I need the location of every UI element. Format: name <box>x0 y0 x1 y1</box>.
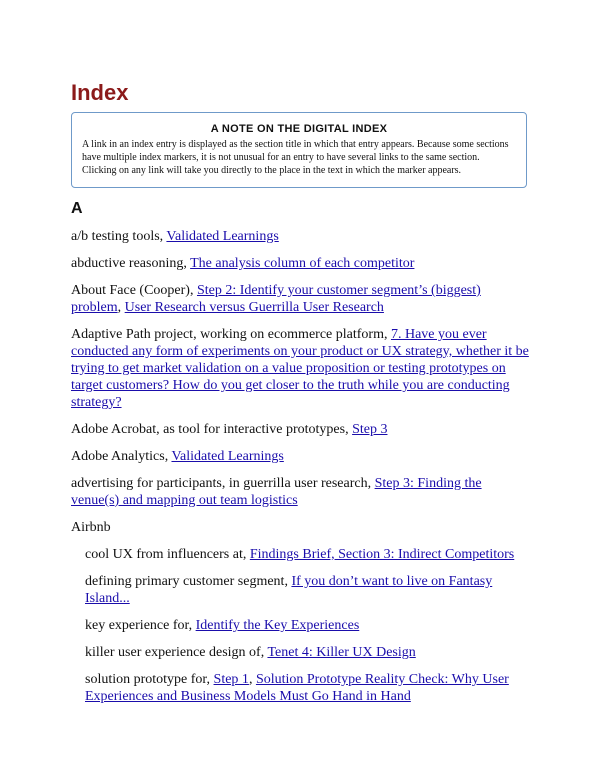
page-title: Index <box>71 80 129 105</box>
index-term: abductive reasoning, <box>71 256 191 271</box>
index-entry <box>71 255 531 272</box>
index-term: Adobe Analytics, <box>71 449 172 464</box>
index-link[interactable]: Step 2: Identify your customer segment’s (biggest) problem <box>71 283 481 315</box>
index-entry <box>71 421 531 438</box>
index-link[interactable]: Validated Learnings <box>166 229 279 244</box>
index-term: cool UX from influencers at, <box>85 547 250 562</box>
index-entry <box>71 228 531 245</box>
index-subentry <box>71 617 531 634</box>
index-entry <box>71 519 531 536</box>
index-term: advertising for participants, in guerrilla user research, <box>71 476 375 491</box>
index-term: solution prototype for, <box>85 672 214 687</box>
digital-index-note <box>71 112 527 188</box>
index-link[interactable]: Findings Brief, Section 3: Indirect Competitors <box>249 547 515 562</box>
index-link[interactable]: If you don’t want to live on Fantasy Island... <box>85 574 493 606</box>
note-body: A link in an index entry is displayed as the section title in which that entry appears. Because some sections have multiple index markers, it is not unusual for an entry to have several links to the same section. Clicking on any link will take you directly to the place in the text in which the marker appears. <box>82 139 509 176</box>
index-term: key experience for, <box>85 618 196 633</box>
index-term: Adobe Acrobat, as tool for interactive prototypes, <box>71 422 353 437</box>
index-term: About Face (Cooper), <box>71 283 197 298</box>
link-separator: , <box>117 300 125 315</box>
index-term: Airbnb <box>71 520 111 535</box>
index-link[interactable]: Step 3 <box>352 422 388 437</box>
index-link[interactable]: The analysis column of each competitor <box>190 256 415 271</box>
index-entry <box>71 282 531 316</box>
index-link[interactable]: Validated Learnings <box>171 449 284 464</box>
index-link[interactable]: User Research versus Guerrilla User Research <box>124 300 384 315</box>
index-link[interactable]: 7. Have you ever conducted any form of experiments on your product or UX strategy, whether it be trying to get market validation on a value proposition or testing prototypes on target customers? How do you get closer to the truth while you are conducting strategy? <box>71 327 529 410</box>
index-term: killer user experience design of, <box>85 645 268 660</box>
section-letter: A <box>71 200 83 217</box>
index-term: defining primary customer segment, <box>85 574 292 589</box>
link-separator: , <box>248 672 256 687</box>
index-term: a/b testing tools, <box>71 229 167 244</box>
index-subentry <box>71 573 531 607</box>
index-subentry <box>71 546 531 563</box>
index-entry <box>71 448 531 465</box>
index-entry <box>71 475 531 509</box>
index-entry <box>71 326 531 411</box>
index-term: Adaptive Path project, working on ecommerce platform, <box>71 327 391 342</box>
note-title: A NOTE ON THE DIGITAL INDEX <box>210 123 388 135</box>
index-link[interactable]: Tenet 4: Killer UX Design <box>267 645 416 660</box>
index-subentry <box>71 644 531 661</box>
index-link[interactable]: Step 3: Finding the venue(s) and mapping out team logistics <box>71 476 482 508</box>
index-link[interactable]: Identify the Key Experiences <box>195 618 360 633</box>
index-subentry <box>71 671 531 705</box>
index-entries-list <box>71 228 531 715</box>
index-link[interactable]: Step 1 <box>213 672 249 687</box>
index-link[interactable]: Solution Prototype Reality Check: Why User Experiences and Business Models Must Go Hand in Hand <box>85 672 509 704</box>
